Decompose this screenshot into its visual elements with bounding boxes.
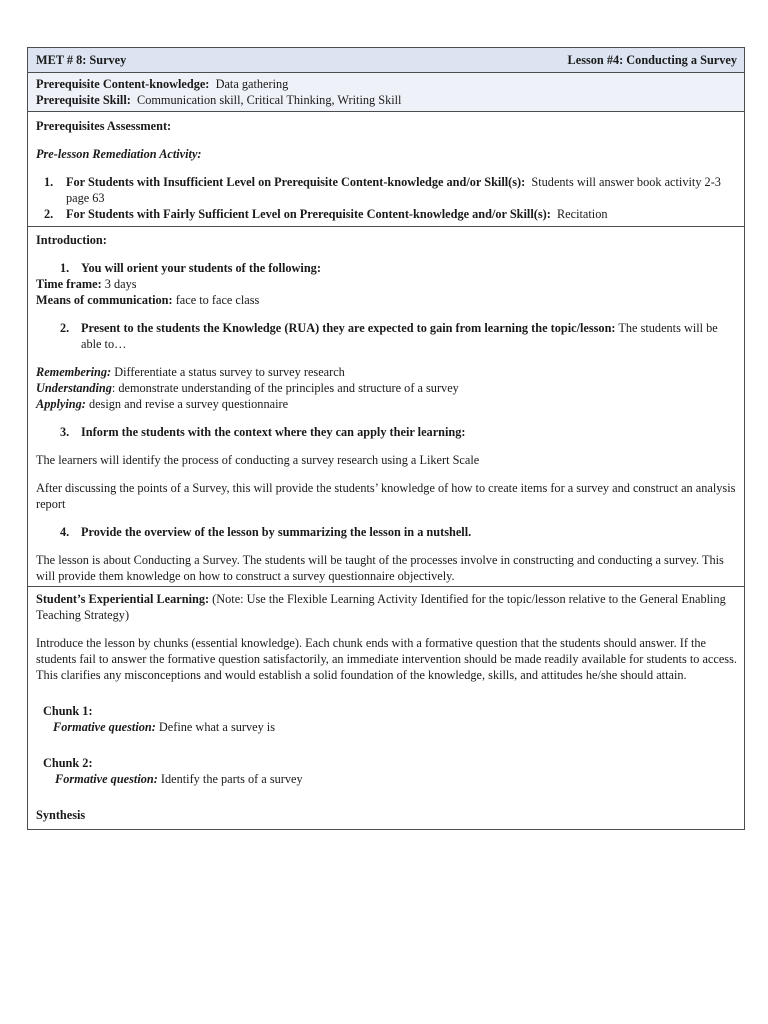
intro-point-3 [36, 424, 737, 440]
intro-point-text: Inform the students with the context where they can apply their learning: [81, 425, 466, 439]
experiential-heading: Student’s Experiential Learning: [36, 592, 210, 606]
chunk-2-label: Chunk 2: [43, 756, 93, 770]
intro-point-number: 2. [60, 321, 70, 335]
means-label: Means of communication: [36, 293, 173, 307]
intro-point-2 [36, 320, 737, 352]
prerequisites-section [28, 72, 744, 111]
intro-point-number: 4. [60, 525, 70, 539]
applying-line [36, 396, 737, 412]
list-item-number: 2. [44, 207, 54, 221]
intro-point-text: You will orient your students of the following: [81, 261, 321, 275]
remembering-label: Remembering: [36, 365, 112, 379]
experiential-section [28, 586, 744, 829]
remediation-subheading: Pre-lesson Remediation Activity: [36, 147, 202, 161]
introduction-heading: Introduction: [36, 233, 107, 247]
list-item [36, 174, 737, 206]
time-frame-label: Time frame: [36, 277, 102, 291]
synthesis-heading: Synthesis [36, 808, 86, 822]
remembering-value: Differentiate a status survey to survey research [114, 365, 345, 379]
chunk-1-label: Chunk 1: [43, 704, 93, 718]
intro-point-text: Provide the overview of the lesson by summarizing the lesson in a nutshell. [81, 525, 472, 539]
introduction-section [28, 226, 744, 586]
list-item-number: 1. [44, 175, 54, 189]
context-paragraph-1: The learners will identify the process of conducting a survey research using a Likert Scale [36, 453, 480, 467]
met-title: MET # 8: Survey [36, 53, 127, 67]
list-item-text: Students will answer book activity 2-3 page 63 [66, 175, 721, 205]
means-value: face to face class [175, 293, 260, 307]
intro-point-number: 3. [60, 425, 70, 439]
overview-paragraph: The lesson is about Conducting a Survey. The students will be taught of the processes involve in constructing and conducting a survey. This will provide them knowledge on how to construct a survey questionnaire objectively. [36, 553, 724, 583]
experiential-intro: Introduce the lesson by chunks (essential knowledge). Each chunk ends with a formative question that the students should answer. If the students fail to answer the formative question satisfactorily, an immediate intervention should be made readily available for students to access. This clarifies any misconceptions and would establish a solid foundation of the knowledge, skills, and attitudes he/she should attain. [36, 636, 737, 682]
context-paragraph-2: After discussing the points of a Survey, this will provide the students’ knowledge of how to create items for a survey and construct an analysis report [36, 481, 736, 511]
prerequisite-skill-label: Prerequisite Skill: [36, 93, 131, 107]
experiential-note: (Note: Use the Flexible Learning Activity Identified for the topic/lesson relative to the General Enabling Teaching Strategy) [36, 592, 726, 622]
formative-question-value: Define what a survey is [158, 720, 276, 734]
understanding-label: Understanding [36, 381, 112, 395]
applying-value: design and revise a survey questionnaire [88, 397, 289, 411]
list-item [36, 206, 737, 222]
understanding-value: : demonstrate understanding of the principles and structure of a survey [111, 381, 459, 395]
header-row [28, 48, 744, 72]
remembering-line [36, 364, 737, 380]
assessment-heading: Prerequisites Assessment: [36, 119, 172, 133]
intro-point-text: Present to the students the Knowledge (RUA) they are expected to gain from learning the topic/lesson: [81, 321, 616, 335]
lesson-plan-table [27, 47, 745, 830]
applying-label: Applying: [36, 397, 86, 411]
prerequisite-content-line [36, 76, 737, 92]
time-frame-value: 3 days [104, 277, 137, 291]
list-item-label: For Students with Insufficient Level on Prerequisite Content-knowledge and/or Skill(s): [66, 175, 526, 189]
formative-question-value: Identify the parts of a survey [160, 772, 303, 786]
intro-point-tail: The students will be able to… [81, 321, 718, 351]
means-line [36, 292, 737, 308]
intro-point-1 [36, 260, 737, 276]
intro-point-4 [36, 524, 737, 540]
lesson-title: Lesson #4: Conducting a Survey [567, 53, 737, 67]
chunk-2-question [36, 771, 737, 787]
understanding-line [36, 380, 737, 396]
remediation-list [36, 174, 737, 222]
intro-point-number: 1. [60, 261, 70, 275]
prerequisite-skill-value: Communication skill, Critical Thinking, Writing Skill [137, 93, 402, 107]
formative-question-label: Formative question: [53, 720, 156, 734]
prerequisite-content-value: Data gathering [215, 77, 289, 91]
experiential-heading-line [36, 591, 737, 623]
formative-question-label: Formative question: [55, 772, 158, 786]
assessment-section [28, 111, 744, 226]
prerequisite-skill-line [36, 92, 737, 108]
list-item-text: Recitation [556, 207, 608, 221]
list-item-label: For Students with Fairly Sufficient Level on Prerequisite Content-knowledge and/or Skill(s): [66, 207, 551, 221]
time-frame-line [36, 276, 737, 292]
prerequisite-content-label: Prerequisite Content-knowledge: [36, 77, 210, 91]
chunk-1-question [36, 719, 737, 735]
